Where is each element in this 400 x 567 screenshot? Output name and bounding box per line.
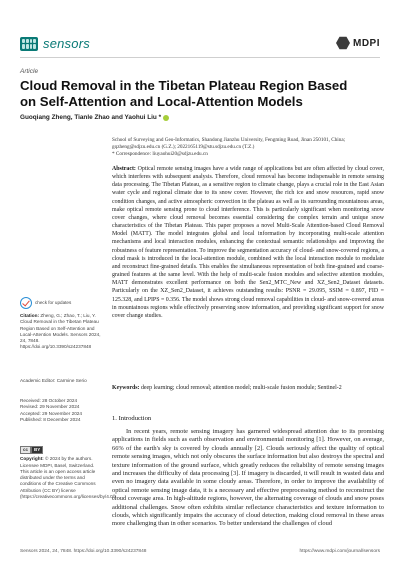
affiliation-line: School of Surveying and Geo-Informatics, Shandong Jianzhu University, Fengming Road, Jinan 250101, China; <box>112 137 346 143</box>
correspondence: * Correspondence: liuyaohui20@sdjzu.edu.cn <box>112 150 208 157</box>
keywords-text: deep learning; cloud removal; attention model; multi-scale fusion module; Sentinel-2 <box>140 385 342 391</box>
check-updates-label: check for updates <box>35 300 72 306</box>
abstract-label: Abstract: <box>112 166 136 172</box>
paper-title: Cloud Removal in the Tibetan Plateau Region Based on Self-Attention and Local-Attention Models <box>20 78 348 109</box>
citation-text: Zheng, G.; Zhao, T.; Liu, Y. Cloud Removal in the Tibetan Plateau Region Based on Self-Attention and Local-Attention Models. Sensors 2024, 24, 7848. https://doi.org/10.3390/s24237848 <box>20 313 101 350</box>
affiliation-emails: gqzheng@sdjzu.edu.cn (G.Z.); 2022165119@stu.sdjzu.edu.cn (T.Z.) <box>112 143 255 150</box>
academic-editor: Academic Editor: Carmine Serio <box>20 378 87 383</box>
mdpi-hexagon-icon <box>336 36 350 50</box>
copyright-text: © 2024 by the authors. Licensee MDPI, Basel, Switzerland. This article is an open access article distributed under the terms and conditions of the Creative Commons Attribution (CC BY) license (https://creativecommons.org/licenses/by/4.0/). <box>20 456 117 500</box>
published-date: Published: 8 December 2024 <box>20 416 81 422</box>
license-block <box>20 446 117 500</box>
copyright-label: Copyright: <box>20 456 44 462</box>
author-names: Guoqiang Zheng, Tianle Zhao and Yaohui Liu * <box>20 114 162 121</box>
page-footer <box>20 549 380 554</box>
keywords <box>112 385 384 393</box>
orcid-icon[interactable] <box>163 115 169 121</box>
section-title: 1. Introduction <box>112 415 152 422</box>
keywords-label: Keywords: <box>112 385 140 391</box>
header-divider <box>20 57 380 58</box>
dates-block <box>20 398 102 423</box>
citation-label: Citation: <box>20 313 40 318</box>
revised-date: Revised: 29 November 2024 <box>20 404 80 410</box>
abstract <box>112 165 384 320</box>
received-date: Received: 28 October 2024 <box>20 398 78 403</box>
accepted-date: Accepted: 29 November 2024 <box>20 410 83 416</box>
article-type: Article <box>20 68 39 75</box>
footer-journal-url[interactable]: https://www.mdpi.com/journal/sensors <box>299 549 380 554</box>
sensors-logo-icon <box>20 37 38 51</box>
footer-citation[interactable]: Sensors 2024, 24, 7848. https://doi.org/10.3390/s24237848 <box>20 549 147 554</box>
citation-block <box>20 313 102 351</box>
cc-by-badge[interactable] <box>20 446 102 454</box>
by-icon: BY <box>31 446 43 454</box>
section-body: In recent years, remote sensing imagery has garnered widespread attention due to its promising applications in fields such as earth observation and environmental monitoring [1]. However, on average, 66% of the earth's sky is covered by clouds annually [2]. Clouds seriously affect the quality of optical remote sensing images, which not only obscures the surface information but also destroys the spectral and texture information of the ground surface, which greatly reduces the reliability of remote sensing images and increases the difficulty of data processing [3]. If imagery is discarded, it will result in wasted data and even no imagery data available in some cloudy areas. Therefore, in order to improve the availability of optical remote sensing image data, it is a necessary and effective preprocessing method to reconstruct the cloud coverage area. In high-altitude regions, however, the alternating coverage of clouds and snow poses additional challenges. Snow often exhibits similar reflectance characteristics and texture information to clouds, which significantly impairs the accuracy of cloud detection, making cloud removal in these areas more challenging than in other scenarios. To better understand the challenges of cloud <box>112 428 384 528</box>
affiliation-block <box>112 137 384 157</box>
check-for-updates[interactable] <box>20 297 71 309</box>
journal-name: sensors <box>43 36 90 51</box>
journal-logo[interactable] <box>20 36 90 51</box>
checkmark-icon <box>20 297 32 309</box>
publisher-logo[interactable] <box>336 36 380 50</box>
abstract-text: Optical remote sensing images have a wide range of applications but are often affected by cloud cover, which interferes with subsequent analysis. Therefore, cloud removal has become indispensable in remote sensing data processing. The Tibetan Plateau, as a sensitive region to climate change, plays a crucial role in the East Asian water cycle and regional climate due to its snow cover. However, the rich ice and snow resources, rapid snow condition changes, and active atmospheric convection in the plateau as well as its surrounding mountainous areas, make optical remote sensing prone to cloud interference. This is particularly significant when monitoring snow cover changes, where cloud removal becomes essential considering the complex terrain and unique snow characteristics of the Tibetan Plateau. This paper proposes a novel Multi-Scale Attention-based Cloud Removal Model (MATT). The model integrates global and local information by incorporating multi-scale attention mechanisms and local interaction modules, enhancing the contextual semantic relationships and improving the robustness of feature representation. To improve the segmentation accuracy of cloud- and snow-covered regions, a cloud mask is introduced in the local-attention module, combined with the local interaction module to modulate and reconstruct fine-grained details. This enables the simultaneous representation of both fine-grained and coarse-grained features at the same level. With the help of multi-scale fusion modules and selective attention modules, MATT demonstrates excellent performance on both the Sen2_MTC_New and XZ_Sen2_Dataset datasets. Particularly on the XZ_Sen2_Dataset, it achieves outstanding results: PSNR = 29.095, SSIM = 0.897, FID = 125.328, and LPIPS = 0.356. The model shows strong cloud removal capabilities in cloud- and snow-covered areas in mountainous regions while effectively preserving snow information, and providing significant support for snow cover change studies. <box>112 166 384 319</box>
author-list <box>20 114 169 121</box>
cc-icon: cc <box>20 446 31 454</box>
publisher-name: MDPI <box>353 37 380 49</box>
